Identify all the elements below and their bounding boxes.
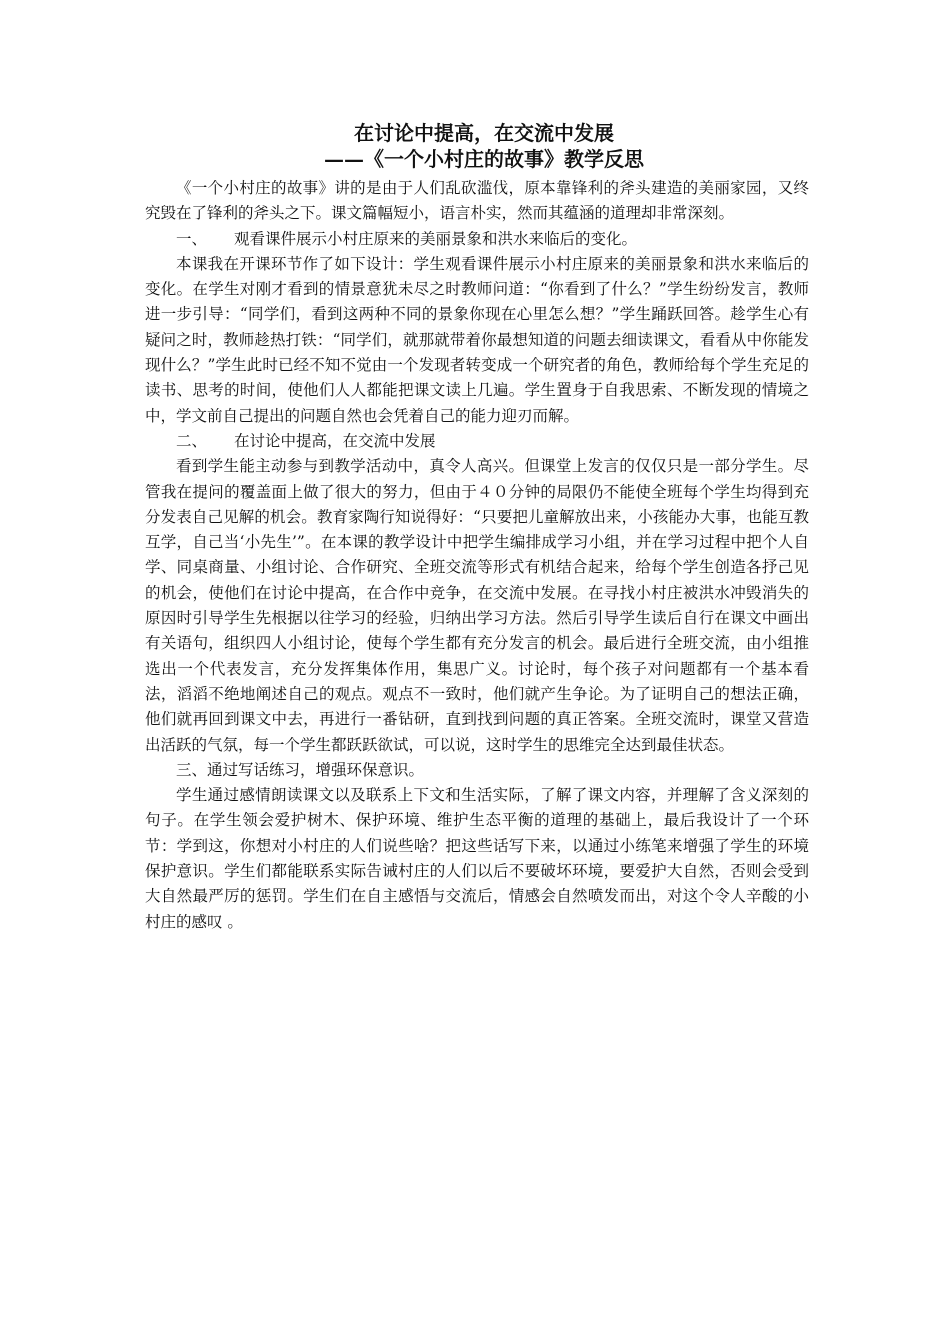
section-3-number: 三、	[176, 760, 208, 779]
section-2-heading	[145, 429, 809, 454]
page-subtitle: ——《一个小村庄的故事》教学反思	[324, 147, 644, 171]
section-3-heading	[145, 758, 809, 783]
section-3-heading-text: 通过写话练习，增强环保意识。	[207, 760, 425, 779]
section-1-number: 一、	[176, 229, 208, 248]
section-2-body: 看到学生能主动参与到教学活动中，真令人高兴。但课堂上发言的仅仅只是一部分学生。尽管我在提问的覆盖面上做了很大的努力，但由于４０分钟的局限仍不能使全班每个学生均得到充分发表自己见解的机会。教育家陶行知说得好：“只要把儿童解放出来，小孩能办大事，也能互教互学，自己当‘小先生’”。在本课的教学设计中把学生编排成学习小组，并在学习过程中把个人自学、同桌商量、小组讨论、合作研究、全班交流等形式有机结合起来，给每个学生创造各抒己见的机会，使他们在讨论中提高，在合作中竞争，在交流中发展。在寻找小村庄被洪水冲毁消失的原因时引导学生先根据以往学习的经验，归纳出学习方法。然后引导学生读后自行在课文中画出有关语句，组织四人小组讨论，使每个学生都有充分发言的机会。最后进行全班交流，由小组推选出一个代表发言，充分发挥集体作用，集思广义。讨论时，每个孩子对问题都有一个基本看法，滔滔不绝地阐述自己的观点。观点不一致时，他们就产生争论。为了证明自己的想法正确，他们就再回到课文中去，再进行一番钻研，直到找到问题的真正答案。全班交流时，课堂又营造出活跃的气氛，每一个学生都跃跃欲试，可以说，这时学生的思维完全达到最佳状态。	[145, 457, 809, 754]
section-3-body: 学生通过感情朗读课文以及联系上下文和生活实际，了解了课文内容，并理解了含义深刻的句子。在学生领会爱护树木、保护环境、维护生态平衡的道理的基础上，最后我设计了一个环节：学到这，你想对小村庄的人们说些啥？把这些话写下来，以通过小练笔来增强了学生的环境保护意识。学生们都能联系实际告诫村庄的人们以后不要破坏环境，要爱护大自然，否则会受到大自然最严厉的惩罚。学生们在自主感悟与交流后，情感会自然喷发而出，对这个令人辛酸的小村庄的感叹 。	[145, 786, 809, 931]
section-1-body: 本课我在开课环节作了如下设计：学生观看课件展示小村庄原来的美丽景象和洪水来临后的变化。在学生对刚才看到的情景意犹未尽之时教师问道：“你看到了什么？”学生纷纷发言，教师进一步引导：“同学们，看到这两种不同的景象你现在心里怎么想？”学生踊跃回答。趁学生心有疑问之时，教师趁热打铁：“同学们，就那就带着你最想知道的问题去细读课文，看看从中你能发现什么？”学生此时已经不知不觉由一个发现者转变成一个研究者的角色，教师给每个学生充足的读书、思考的时间，使他们人人都能把课文读上几遍。学生置身于自我思索、不断发现的情境之中，学文前自己提出的问题自然也会凭着自己的能力迎刃而解。	[145, 254, 809, 425]
section-2-number: 二、	[176, 431, 208, 450]
page-title: 在讨论中提高，在交流中发展	[354, 121, 614, 145]
document-body	[145, 120, 809, 935]
intro-paragraph: 《一个小村庄的故事》讲的是由于人们乱砍滥伐，原本靠锋利的斧头建造的美丽家园，又终究毁在了锋利的斧头之下。课文篇幅短小，语言朴实，然而其蕴涵的道理却非常深刻。	[145, 179, 809, 223]
section-1-heading	[145, 227, 809, 252]
section-1-heading-text: 观看课件展示小村庄原来的美丽景象和洪水来临后的变化。	[234, 229, 638, 248]
section-2-heading-text: 在讨论中提高，在交流中发展	[234, 431, 436, 450]
